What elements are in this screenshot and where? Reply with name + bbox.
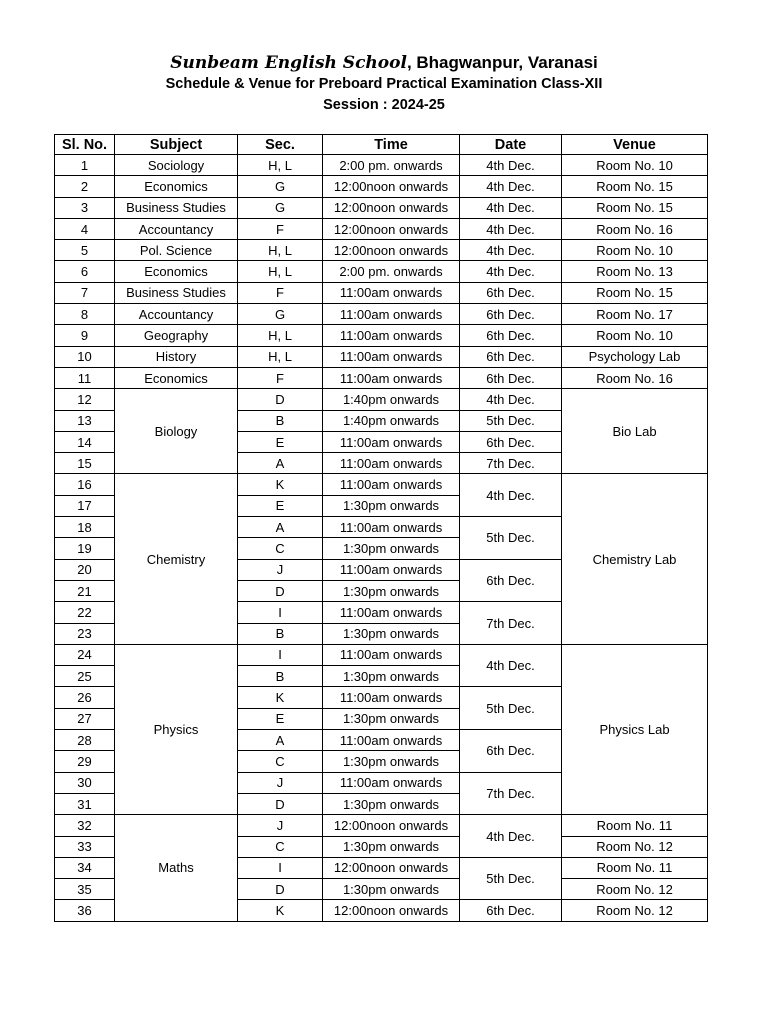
cell-subject: Business Studies [115, 197, 238, 218]
cell-date: 6th Dec. [460, 367, 562, 388]
cell-subject: Economics [115, 176, 238, 197]
cell-sl-no: 2 [55, 176, 115, 197]
cell-section: C [238, 751, 323, 772]
col-header-section: Sec. [238, 135, 323, 155]
cell-sl-no: 15 [55, 453, 115, 474]
schedule-table [54, 134, 708, 922]
cell-sl-no: 35 [55, 879, 115, 900]
cell-date: 7th Dec. [460, 772, 562, 815]
cell-date: 4th Dec. [460, 815, 562, 858]
cell-time: 1:40pm onwards [323, 410, 460, 431]
table-body [55, 155, 708, 922]
cell-venue: Room No. 12 [562, 879, 708, 900]
cell-subject: Accountancy [115, 304, 238, 325]
school-title [0, 52, 768, 74]
cell-sl-no: 23 [55, 623, 115, 644]
cell-venue: Room No. 10 [562, 155, 708, 176]
cell-date: 5th Dec. [460, 857, 562, 900]
col-header-sl-no: Sl. No. [55, 135, 115, 155]
cell-date: 4th Dec. [460, 261, 562, 282]
cell-time: 1:40pm onwards [323, 389, 460, 410]
cell-section: G [238, 197, 323, 218]
cell-time: 11:00am onwards [323, 644, 460, 665]
cell-date: 7th Dec. [460, 453, 562, 474]
cell-subject: Geography [115, 325, 238, 346]
cell-sl-no: 4 [55, 218, 115, 239]
cell-time: 11:00am onwards [323, 367, 460, 388]
cell-sl-no: 32 [55, 815, 115, 836]
cell-section: D [238, 389, 323, 410]
cell-time: 1:30pm onwards [323, 708, 460, 729]
cell-time: 11:00am onwards [323, 282, 460, 303]
cell-date: 4th Dec. [460, 176, 562, 197]
cell-section: H, L [238, 155, 323, 176]
cell-venue: Psychology Lab [562, 346, 708, 367]
cell-section: H, L [238, 240, 323, 261]
cell-time: 12:00noon onwards [323, 218, 460, 239]
table-row [55, 261, 708, 282]
cell-time: 11:00am onwards [323, 602, 460, 623]
cell-section: H, L [238, 261, 323, 282]
cell-subject: History [115, 346, 238, 367]
cell-sl-no: 29 [55, 751, 115, 772]
cell-time: 12:00noon onwards [323, 240, 460, 261]
cell-section: F [238, 218, 323, 239]
cell-section: J [238, 772, 323, 793]
cell-date: 6th Dec. [460, 282, 562, 303]
cell-date: 6th Dec. [460, 900, 562, 921]
cell-sl-no: 21 [55, 580, 115, 601]
col-header-venue: Venue [562, 135, 708, 155]
cell-section: B [238, 623, 323, 644]
cell-subject: Economics [115, 261, 238, 282]
cell-time: 11:00am onwards [323, 517, 460, 538]
cell-section: G [238, 176, 323, 197]
cell-time: 1:30pm onwards [323, 580, 460, 601]
table-row [55, 325, 708, 346]
cell-date: 5th Dec. [460, 517, 562, 560]
cell-section: I [238, 602, 323, 623]
cell-venue: Room No. 15 [562, 282, 708, 303]
cell-date: 4th Dec. [460, 218, 562, 239]
cell-sl-no: 26 [55, 687, 115, 708]
cell-venue: Room No. 15 [562, 197, 708, 218]
cell-date: 6th Dec. [460, 325, 562, 346]
cell-time: 2:00 pm. onwards [323, 155, 460, 176]
school-location: , Bhagwanpur, Varanasi [406, 53, 598, 72]
cell-date: 7th Dec. [460, 602, 562, 645]
cell-time: 2:00 pm. onwards [323, 261, 460, 282]
cell-venue: Room No. 15 [562, 176, 708, 197]
col-header-time: Time [323, 135, 460, 155]
cell-section: E [238, 708, 323, 729]
cell-section: E [238, 431, 323, 452]
cell-subject: Pol. Science [115, 240, 238, 261]
cell-sl-no: 11 [55, 367, 115, 388]
table-row [55, 240, 708, 261]
school-name: Sunbeam English School [170, 53, 407, 73]
cell-section: K [238, 474, 323, 495]
cell-time: 12:00noon onwards [323, 176, 460, 197]
cell-time: 12:00noon onwards [323, 815, 460, 836]
cell-sl-no: 8 [55, 304, 115, 325]
cell-sl-no: 13 [55, 410, 115, 431]
cell-time: 1:30pm onwards [323, 666, 460, 687]
cell-time: 11:00am onwards [323, 304, 460, 325]
cell-section: C [238, 836, 323, 857]
table-row [55, 304, 708, 325]
cell-section: D [238, 793, 323, 814]
cell-venue: Room No. 10 [562, 325, 708, 346]
cell-venue: Room No. 10 [562, 240, 708, 261]
cell-venue: Room No. 17 [562, 304, 708, 325]
cell-date: 6th Dec. [460, 304, 562, 325]
table-row [55, 155, 708, 176]
cell-section: A [238, 730, 323, 751]
cell-section: K [238, 687, 323, 708]
cell-sl-no: 12 [55, 389, 115, 410]
cell-sl-no: 18 [55, 517, 115, 538]
cell-section: B [238, 666, 323, 687]
table-row [55, 389, 708, 410]
cell-time: 11:00am onwards [323, 730, 460, 751]
cell-subject: Business Studies [115, 282, 238, 303]
table-row [55, 346, 708, 367]
cell-sl-no: 24 [55, 644, 115, 665]
cell-time: 12:00noon onwards [323, 197, 460, 218]
cell-venue: Room No. 13 [562, 261, 708, 282]
cell-section: A [238, 453, 323, 474]
cell-time: 1:30pm onwards [323, 836, 460, 857]
table-header-row [55, 135, 708, 155]
table-row [55, 367, 708, 388]
cell-section: B [238, 410, 323, 431]
cell-subject: Economics [115, 367, 238, 388]
schedule-title: Schedule & Venue for Preboard Practical Examination Class-XII [165, 76, 603, 92]
cell-section: K [238, 900, 323, 921]
table-row [55, 218, 708, 239]
cell-time: 1:30pm onwards [323, 538, 460, 559]
cell-section: I [238, 857, 323, 878]
cell-date: 4th Dec. [460, 155, 562, 176]
cell-time: 11:00am onwards [323, 346, 460, 367]
cell-time: 1:30pm onwards [323, 793, 460, 814]
cell-date: 4th Dec. [460, 644, 562, 687]
session-label: Session : 2024-25 [323, 97, 445, 113]
cell-sl-no: 33 [55, 836, 115, 857]
table-row [55, 197, 708, 218]
cell-venue: Room No. 16 [562, 367, 708, 388]
cell-sl-no: 1 [55, 155, 115, 176]
cell-section: F [238, 282, 323, 303]
col-header-subject: Subject [115, 135, 238, 155]
cell-sl-no: 34 [55, 857, 115, 878]
cell-section: F [238, 367, 323, 388]
cell-sl-no: 25 [55, 666, 115, 687]
cell-date: 4th Dec. [460, 474, 562, 517]
cell-section: J [238, 815, 323, 836]
cell-section: D [238, 580, 323, 601]
cell-time: 11:00am onwards [323, 453, 460, 474]
cell-time: 1:30pm onwards [323, 879, 460, 900]
cell-section: H, L [238, 346, 323, 367]
cell-sl-no: 19 [55, 538, 115, 559]
cell-sl-no: 22 [55, 602, 115, 623]
cell-section: E [238, 495, 323, 516]
cell-subject: Physics [115, 644, 238, 814]
cell-section: H, L [238, 325, 323, 346]
cell-date: 6th Dec. [460, 730, 562, 773]
cell-date: 4th Dec. [460, 197, 562, 218]
cell-date: 4th Dec. [460, 240, 562, 261]
cell-venue: Room No. 11 [562, 815, 708, 836]
cell-sl-no: 9 [55, 325, 115, 346]
cell-date: 6th Dec. [460, 431, 562, 452]
cell-venue: Room No. 12 [562, 900, 708, 921]
cell-venue: Physics Lab [562, 644, 708, 814]
cell-time: 11:00am onwards [323, 431, 460, 452]
cell-sl-no: 36 [55, 900, 115, 921]
cell-sl-no: 3 [55, 197, 115, 218]
cell-section: I [238, 644, 323, 665]
cell-time: 1:30pm onwards [323, 751, 460, 772]
cell-sl-no: 7 [55, 282, 115, 303]
cell-sl-no: 30 [55, 772, 115, 793]
cell-sl-no: 28 [55, 730, 115, 751]
cell-venue: Room No. 11 [562, 857, 708, 878]
cell-venue: Room No. 12 [562, 836, 708, 857]
cell-date: 6th Dec. [460, 559, 562, 602]
cell-subject: Accountancy [115, 218, 238, 239]
cell-section: G [238, 304, 323, 325]
table-row [55, 282, 708, 303]
cell-date: 6th Dec. [460, 346, 562, 367]
cell-time: 11:00am onwards [323, 772, 460, 793]
cell-date: 5th Dec. [460, 410, 562, 431]
table-row [55, 474, 708, 495]
table-row [55, 176, 708, 197]
cell-subject: Biology [115, 389, 238, 474]
cell-sl-no: 6 [55, 261, 115, 282]
cell-venue: Room No. 16 [562, 218, 708, 239]
cell-sl-no: 27 [55, 708, 115, 729]
cell-time: 1:30pm onwards [323, 495, 460, 516]
cell-time: 1:30pm onwards [323, 623, 460, 644]
document-header [0, 52, 768, 116]
cell-venue: Chemistry Lab [562, 474, 708, 644]
col-header-date: Date [460, 135, 562, 155]
table-row [55, 815, 708, 836]
cell-subject: Maths [115, 815, 238, 921]
cell-venue: Bio Lab [562, 389, 708, 474]
cell-time: 11:00am onwards [323, 687, 460, 708]
cell-section: D [238, 879, 323, 900]
cell-subject: Sociology [115, 155, 238, 176]
cell-sl-no: 16 [55, 474, 115, 495]
cell-sl-no: 14 [55, 431, 115, 452]
table-row [55, 644, 708, 665]
cell-time: 12:00noon onwards [323, 900, 460, 921]
cell-section: C [238, 538, 323, 559]
cell-sl-no: 20 [55, 559, 115, 580]
cell-sl-no: 5 [55, 240, 115, 261]
cell-sl-no: 10 [55, 346, 115, 367]
cell-sl-no: 17 [55, 495, 115, 516]
cell-time: 11:00am onwards [323, 325, 460, 346]
cell-sl-no: 31 [55, 793, 115, 814]
cell-time: 11:00am onwards [323, 474, 460, 495]
cell-time: 12:00noon onwards [323, 857, 460, 878]
cell-section: J [238, 559, 323, 580]
cell-subject: Chemistry [115, 474, 238, 644]
cell-date: 4th Dec. [460, 389, 562, 410]
cell-time: 11:00am onwards [323, 559, 460, 580]
cell-date: 5th Dec. [460, 687, 562, 730]
cell-section: A [238, 517, 323, 538]
